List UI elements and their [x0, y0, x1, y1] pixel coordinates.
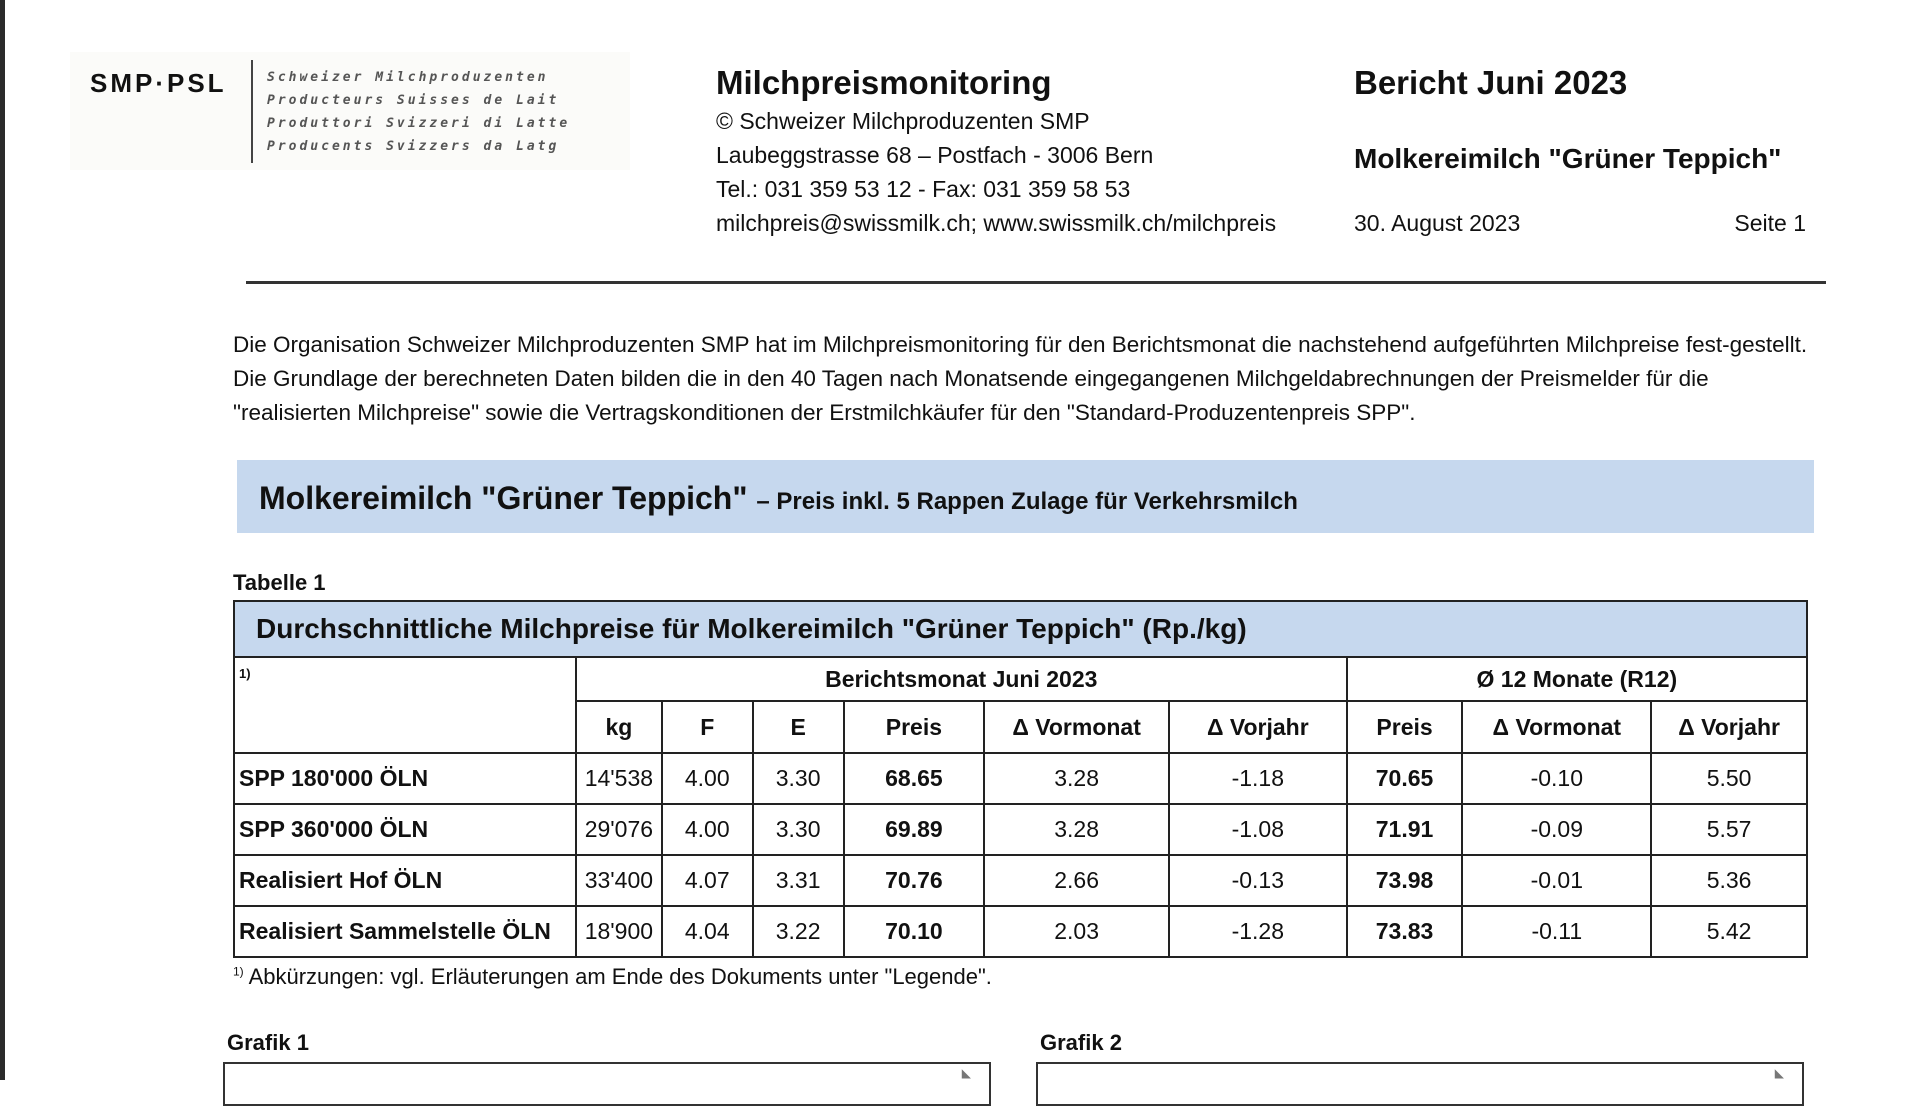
cell-r12-price: 73.98 — [1347, 855, 1463, 906]
cell-r12-price: 73.83 — [1347, 906, 1463, 957]
footnote-text: Abkürzungen: vgl. Erläuterungen am Ende des Dokuments unter "Legende". — [248, 964, 992, 989]
col-header-delta-prev-year: Δ Vorjahr — [1169, 701, 1347, 753]
col-header-fat: F — [662, 701, 753, 753]
cell-kg: 14'538 — [576, 753, 662, 804]
row-label: Realisiert Hof ÖLN — [234, 855, 576, 906]
phone-fax-line: Tel.: 031 359 53 12 - Fax: 031 359 58 53 — [716, 176, 1131, 202]
cell-protein: 3.30 — [753, 753, 844, 804]
cell-delta-prev-month: 2.03 — [984, 906, 1169, 957]
cell-r12-delta-prev-month: -0.11 — [1462, 906, 1651, 957]
section-title-text: Molkereimilch "Grüner Teppich" — [259, 480, 748, 516]
section-title — [259, 480, 1298, 517]
milk-price-table — [233, 600, 1808, 958]
cell-fat: 4.04 — [662, 906, 753, 957]
smp-psl-logo — [70, 52, 630, 170]
footnote-marker: 1) — [233, 964, 244, 979]
cell-delta-prev-year: -1.18 — [1169, 753, 1347, 804]
group-header-r12: Ø 12 Monate (R12) — [1347, 657, 1807, 701]
cell-kg: 33'400 — [576, 855, 662, 906]
logo-tagline — [267, 66, 570, 158]
cell-delta-prev-month: 2.66 — [984, 855, 1169, 906]
logo-line-rm: Producents Svizzers da Latg — [267, 139, 560, 154]
table-group-header-row — [234, 657, 1807, 701]
table-row — [234, 906, 1807, 957]
table-row — [234, 804, 1807, 855]
cell-delta-prev-month: 3.28 — [984, 753, 1169, 804]
cell-price: 69.89 — [844, 804, 985, 855]
section-heading — [237, 460, 1814, 533]
cell-protein: 3.31 — [753, 855, 844, 906]
graph-2-label: Grafik 2 — [1040, 1030, 1122, 1055]
logo-line-fr: Producteurs Suisses de Lait — [267, 93, 560, 108]
cell-r12-price: 71.91 — [1347, 804, 1463, 855]
graph-2-corner-mark: ◣ — [1774, 1066, 1784, 1080]
logo-brand: SMP·PSL — [90, 68, 227, 98]
cell-fat: 4.00 — [662, 753, 753, 804]
row-label: SPP 180'000 ÖLN — [234, 753, 576, 804]
col-header-r12-delta-prev-month: Δ Vormonat — [1462, 701, 1651, 753]
page-number: Seite 1 — [1734, 210, 1806, 236]
cell-delta-prev-year: -0.13 — [1169, 855, 1347, 906]
table-footnote-marker: 1) — [234, 657, 576, 753]
section-subtitle: – Preis inkl. 5 Rappen Zulage für Verkehrsmilch — [756, 488, 1298, 515]
report-subtitle: Molkereimilch "Grüner Teppich" — [1354, 143, 1782, 174]
cell-price: 70.76 — [844, 855, 985, 906]
cell-delta-prev-month: 3.28 — [984, 804, 1169, 855]
cell-price: 70.10 — [844, 906, 985, 957]
table-row — [234, 753, 1807, 804]
col-header-delta-prev-month: Δ Vormonat — [984, 701, 1169, 753]
table-caption: Durchschnittliche Milchpreise für Molkereimilch "Grüner Teppich" (Rp./kg) — [234, 601, 1807, 657]
cell-r12-delta-prev-year: 5.42 — [1651, 906, 1807, 957]
cell-protein: 3.30 — [753, 804, 844, 855]
col-header-protein: E — [753, 701, 844, 753]
graph-1-corner-mark: ◣ — [961, 1066, 971, 1080]
report-title: Bericht Juni 2023 — [1354, 64, 1628, 101]
graph-1-label: Grafik 1 — [227, 1030, 309, 1055]
logo-line-de: Schweizer Milchproduzenten — [267, 70, 549, 85]
col-header-kg: kg — [576, 701, 662, 753]
cell-r12-price: 70.65 — [1347, 753, 1463, 804]
cell-kg: 18'900 — [576, 906, 662, 957]
cell-fat: 4.00 — [662, 804, 753, 855]
logo-line-it: Produttori Svizzeri di Latte — [267, 116, 571, 131]
cell-r12-delta-prev-month: -0.09 — [1462, 804, 1651, 855]
row-label: Realisiert Sammelstelle ÖLN — [234, 906, 576, 957]
graph-1-frame — [223, 1062, 991, 1106]
cell-delta-prev-year: -1.28 — [1169, 906, 1347, 957]
cell-r12-delta-prev-year: 5.50 — [1651, 753, 1807, 804]
table-row — [234, 855, 1807, 906]
logo-divider — [251, 60, 253, 163]
contact-line: milchpreis@swissmilk.ch; www.swissmilk.ch/milchpreis — [716, 210, 1277, 236]
cell-price: 68.65 — [844, 753, 985, 804]
table-caption-row — [234, 601, 1807, 657]
group-header-month: Berichtsmonat Juni 2023 — [576, 657, 1347, 701]
cell-r12-delta-prev-month: -0.10 — [1462, 753, 1651, 804]
header-divider — [246, 281, 1826, 284]
table-footnote — [233, 964, 992, 990]
publication-title: Milchpreismonitoring — [716, 64, 1052, 101]
col-header-price: Preis — [844, 701, 985, 753]
row-label: SPP 360'000 ÖLN — [234, 804, 576, 855]
col-header-r12-delta-prev-year: Δ Vorjahr — [1651, 701, 1807, 753]
cell-protein: 3.22 — [753, 906, 844, 957]
address-line: Laubeggstrasse 68 – Postfach - 3006 Bern — [716, 142, 1154, 168]
cell-r12-delta-prev-year: 5.57 — [1651, 804, 1807, 855]
col-header-r12-price: Preis — [1347, 701, 1463, 753]
window-left-border — [0, 0, 5, 1080]
cell-fat: 4.07 — [662, 855, 753, 906]
copyright-line: © Schweizer Milchproduzenten SMP — [716, 108, 1090, 134]
graph-2-frame — [1036, 1062, 1804, 1106]
cell-r12-delta-prev-month: -0.01 — [1462, 855, 1651, 906]
table-label: Tabelle 1 — [233, 570, 326, 595]
intro-paragraph: Die Organisation Schweizer Milchproduzenten SMP hat im Milchpreismonitoring für den Berichtsmonat die nachstehend aufgeführten Milchpreise fest-gestellt. Die Grundlage der berechneten Daten bilden die in den 40 Tagen nach Monatsende eingegangenen Milchgeldabrechnungen der Preismelder für die "realisierten Milchpreise" sowie die Vertragskonditionen der Erstmilchkäufer für den "Standard-Produzentenpreis SPP". — [233, 332, 1808, 425]
cell-kg: 29'076 — [576, 804, 662, 855]
cell-delta-prev-year: -1.08 — [1169, 804, 1347, 855]
report-date: 30. August 2023 — [1354, 210, 1521, 236]
cell-r12-delta-prev-year: 5.36 — [1651, 855, 1807, 906]
